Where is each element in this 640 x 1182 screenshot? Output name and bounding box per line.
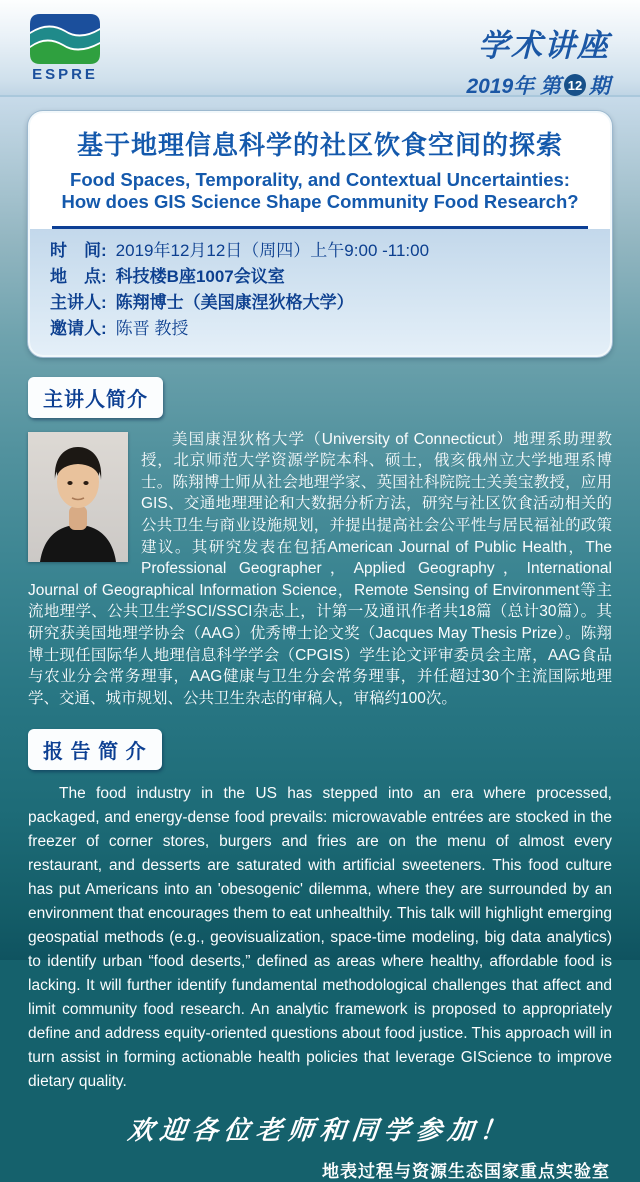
host-value: 陈晋 教授 <box>115 318 189 338</box>
issue-suffix: 期 <box>589 75 610 98</box>
speaker-bio-text: 美国康涅狄格大学（University of Connecticut）地理系助理教授，北京师范大学资源学院本科、硕士，俄亥俄州立大学地理系博士。陈翔博士师从社会地理学家、英国社科院院士关美宝教授，应用GIS、交通地理理论和大数据分析方法，研究与社区饮食活动相关的公共卫生与商业设施规划，并提出提高社会公平性与居民福祉的政策建议。其研究发表在包括American Journal of Public Health，The Professional Geographer，Applied Geography，International Journal of Geographical Information Science，Remote Sensing of Environment等主流地理学、公共卫生学SCI/SSCI杂志上，计第一及通讯作者共18篇（总计30篇）。其研究获美国地理学协会（AAG）优秀博士论文奖（Jacques May Thesis Prize）。陈翔博士现任国际华人地理信息科学学会（CPGIS）学生论文评审委员会主席，AAG食品与农业分会常务理事，AAG健康与卫生分会常务理事，并任超过30个主流国际地理学、交通、城市规划、公共卫生杂志的审稿人，审稿约100次。 <box>28 430 612 707</box>
issue-line <box>466 70 610 100</box>
lecture-title-en-line2: How does GIS Science Shape Community Food Research? <box>61 190 579 212</box>
place-label: 地 点: <box>50 266 107 286</box>
host-label: 邀请人: <box>50 318 107 338</box>
speaker-photo <box>28 432 128 562</box>
lecture-card <box>28 111 612 357</box>
abstract-heading: 报 告 简 介 <box>28 729 162 770</box>
issue-number-badge: 12 <box>564 74 586 96</box>
lab-name: 地表过程与资源生态国家重点实验室 <box>322 1162 610 1182</box>
issue-prefix: 2019年 第 <box>466 75 561 98</box>
time-value: 2019年12月12日（周四）上午9:00 -11:00 <box>115 240 430 260</box>
header-titles <box>466 20 610 100</box>
speaker-value: 陈翔博士（美国康涅狄格大学） <box>115 292 354 312</box>
info-row-place <box>50 264 590 290</box>
info-row-speaker <box>50 290 590 316</box>
place-value: 科技楼B座1007会议室 <box>115 266 285 286</box>
logo-waves-icon <box>30 14 100 64</box>
header-band <box>0 0 640 97</box>
welcome-script: 欢迎各位老师和同学参加！ <box>126 1116 514 1147</box>
lecture-info-panel <box>30 229 610 355</box>
series-title: 学术讲座 <box>478 28 610 63</box>
lecture-titles <box>30 113 610 217</box>
abstract-text: The food industry in the US has stepped into an era where processed, packaged, and energy-dense food prevails: microwavable entrées are stocked in the freezer of corner stores, burgers and fries are on the menu of almost every restaurant, and desserts are saturated with artificial sweeteners. This food culture has put Americans into an 'obesogenic' dilemma, where they are surrounded by an environment that encourages them to eat unhealthily. This talk will highlight emerging geospatial methods (e.g., geovisualization, space-time modeling, big data analytics) to identify urban “food deserts,” defined as areas where healthy, affordable food is lacking. It will further identify fundamental methodological challenges that affect and limit community food research. An analytic framework is proposed to appropriately define and address equity-oriented questions about food justice. This approach will in turn assist in forming actionable health policies that leverage GIScience to improve dietary quality. <box>28 785 612 1091</box>
time-label: 时 间: <box>50 240 107 260</box>
info-row-time <box>50 238 590 264</box>
lecture-title-en-line1: Food Spaces, Temporality, and Contextual Uncertainties: <box>70 169 570 190</box>
info-row-host <box>50 316 590 342</box>
logo-label: ESPRE <box>32 66 98 83</box>
speaker-bio <box>28 429 612 710</box>
speaker-bio-heading: 主讲人简介 <box>28 377 163 418</box>
speaker-label: 主讲人: <box>50 292 107 312</box>
lecture-title-zh: 基于地理信息科学的社区饮食空间的探索 <box>76 130 563 160</box>
espre-logo <box>30 14 100 83</box>
lecture-title-en <box>48 169 592 213</box>
